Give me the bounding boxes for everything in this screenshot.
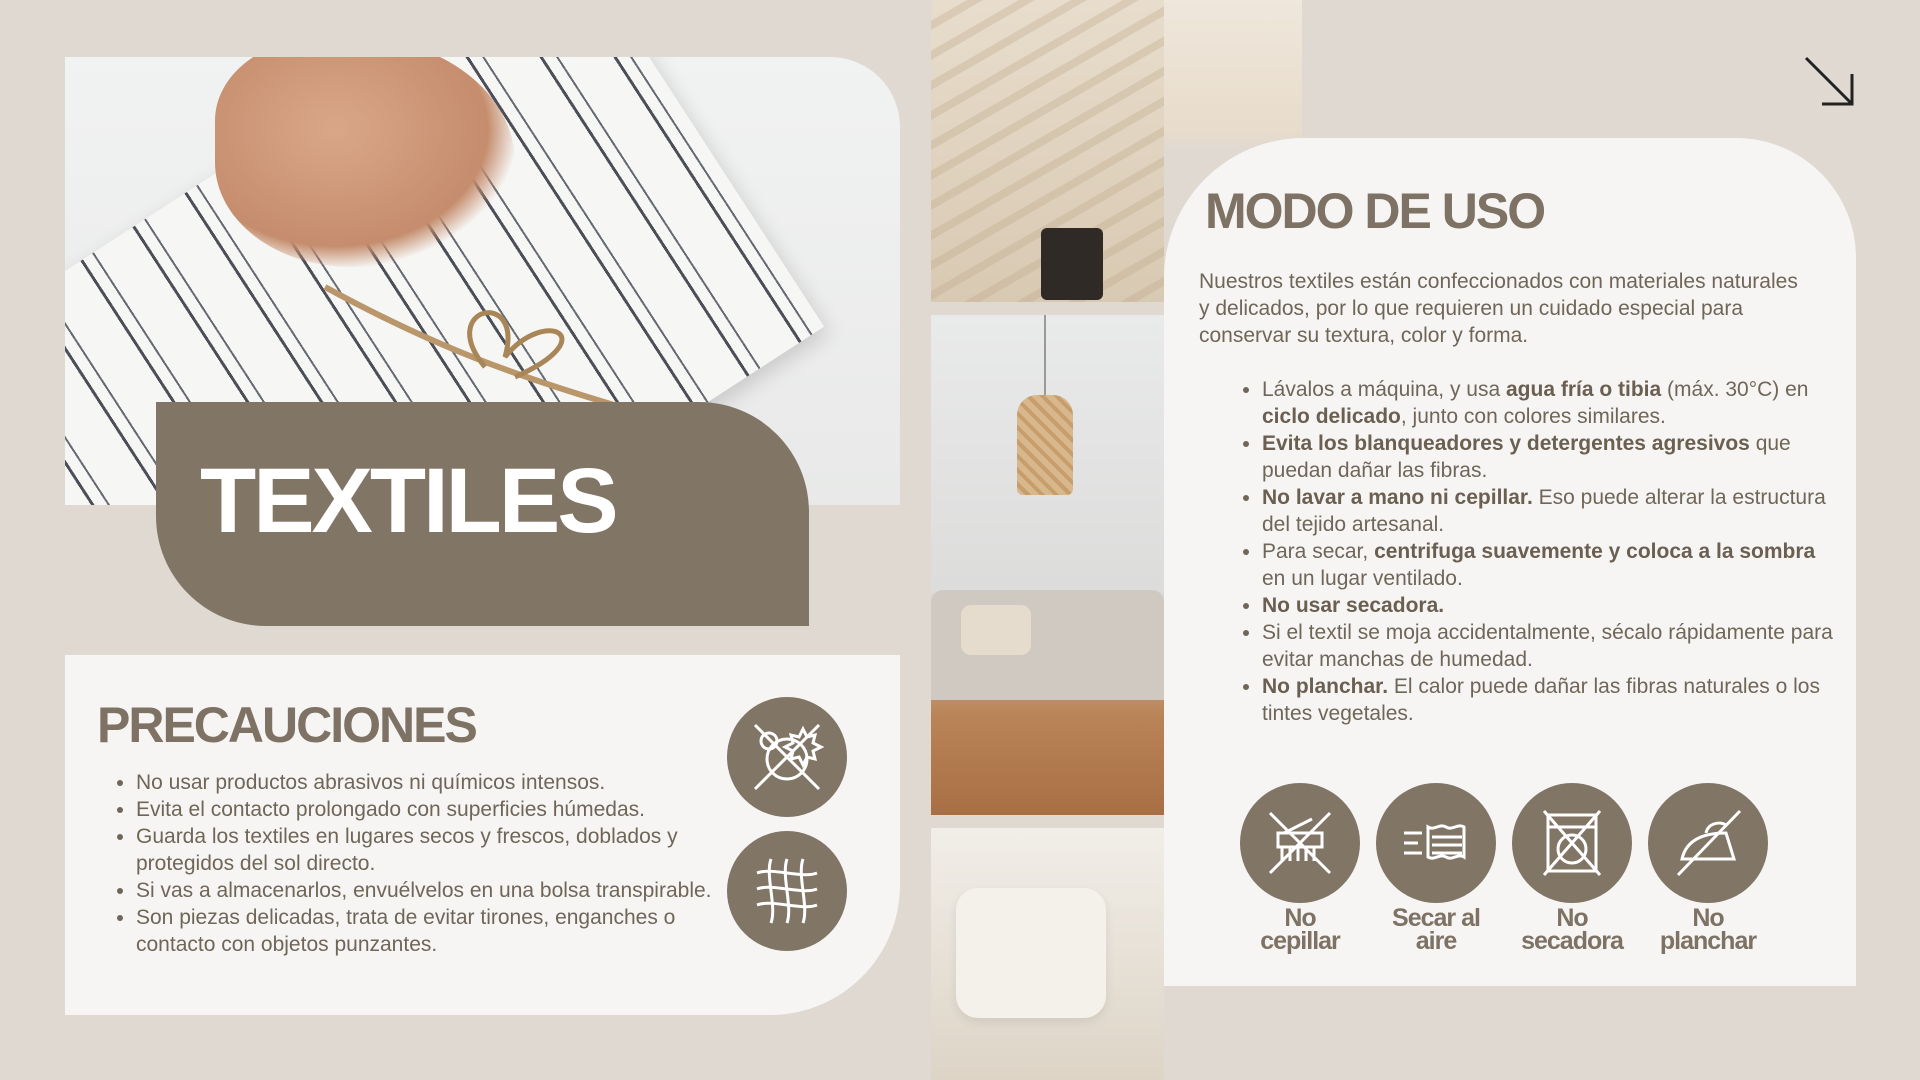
list-item: • Si el textil se moja accidentalmente, sécalo rápidamente para evitar manchas de humedad. xyxy=(1262,619,1842,673)
list-item: • No usar secadora. xyxy=(1262,592,1842,619)
care-no-iron: No planchar xyxy=(1640,783,1776,953)
knit-cushion-image xyxy=(956,888,1106,1018)
no-dryer-icon xyxy=(1512,783,1632,903)
list-item: • No planchar. El calor puede dañar las fibras naturales o los tintes vegetales. xyxy=(1262,673,1842,727)
list-item: • Si vas a almacenarlos, envuélvelos en una bolsa transpirable. xyxy=(136,877,736,904)
precauciones-heading: PRECAUCIONES xyxy=(97,697,476,753)
pillows-photo xyxy=(931,0,1164,302)
woven-fabric-icon xyxy=(727,831,847,951)
list-item: • Evita el contacto prolongado con superficies húmedas. xyxy=(136,796,736,823)
modo-de-uso-list xyxy=(1240,376,1842,727)
care-no-dryer: No secadora xyxy=(1504,783,1640,953)
list-item: • Para secar, centrifuga suavemente y coloca a la sombra en un lugar ventilado. xyxy=(1262,538,1842,592)
care-no-brush: No cepillar xyxy=(1232,783,1368,953)
list-item: • Guarda los textiles en lugares secos y frescos, doblados y protegidos del sol directo. xyxy=(136,823,736,877)
no-iron-icon xyxy=(1648,783,1768,903)
air-dry-icon xyxy=(1376,783,1496,903)
modo-de-uso-heading: MODO DE USO xyxy=(1205,183,1545,239)
living-room-photo xyxy=(931,315,1164,815)
care-air-dry: Secar al aire xyxy=(1368,783,1504,953)
list-item: • No lavar a mano ni cepillar. Eso puede alterar la estructura del tejido artesanal. xyxy=(1262,484,1842,538)
list-item: • Evita los blanqueadores y detergentes agresivos que puedan dañar las fibras. xyxy=(1262,430,1842,484)
twine-bow-image xyxy=(315,227,675,427)
modo-de-uso-intro: Nuestros textiles están confeccionados con materiales naturales y delicados, por lo que requieren un cuidado especial para conservar su textura, color y forma. xyxy=(1199,270,1798,347)
list-item: • Son piezas delicadas, trata de evitar tirones, enganches o contacto con objetos punzantes. xyxy=(136,904,736,958)
no-chemicals-icon xyxy=(727,697,847,817)
page-title: TEXTILES xyxy=(200,450,616,552)
no-brush-icon xyxy=(1240,783,1360,903)
rattan-lamp-image xyxy=(1017,395,1073,495)
list-item: • No usar productos abrasivos ni químicos intensos. xyxy=(136,769,736,796)
precauciones-list xyxy=(110,769,736,958)
bottles-image xyxy=(1041,228,1103,300)
list-item: • Lávalos a máquina, y usa agua fría o tibia (máx. 30°C) en ciclo delicado, junto con colores similares. xyxy=(1262,376,1842,430)
cushion-photo xyxy=(931,828,1164,1080)
arrow-down-right-icon xyxy=(1800,52,1860,112)
